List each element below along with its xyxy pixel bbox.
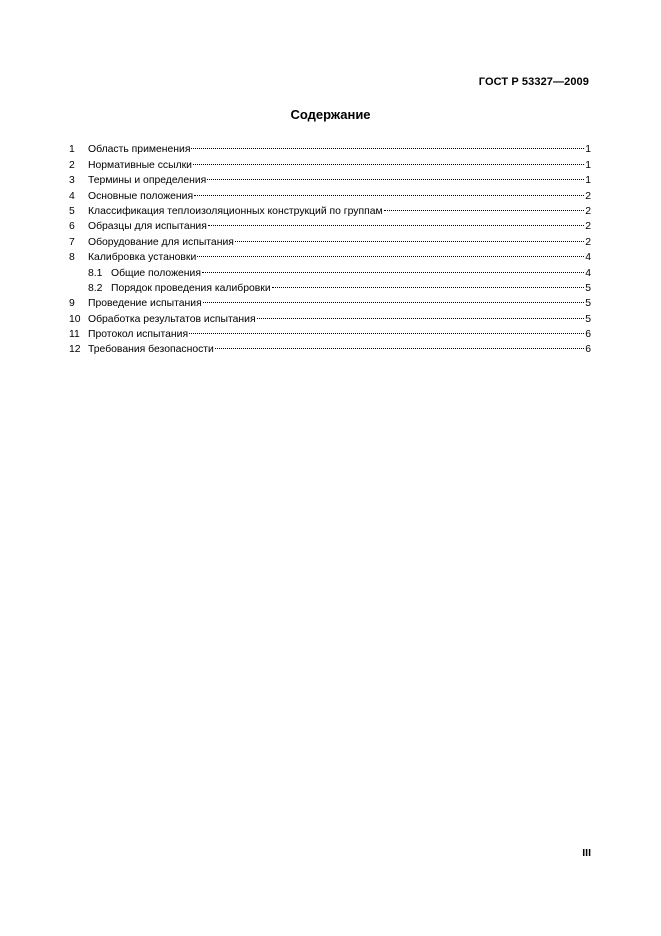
toc-entry-title: Требования безопасности [88, 344, 214, 356]
toc-entry-number: 8.2 [88, 282, 103, 294]
toc-entry-title: Область применения [88, 144, 191, 156]
toc-entry-number: 8 [69, 252, 75, 264]
toc-entry-title: Порядок проведения калибровки [111, 282, 271, 294]
toc-entry-number: 8.1 [88, 267, 103, 279]
toc-entry-number: 9 [69, 298, 75, 310]
toc-entry-page: 5 [585, 282, 591, 294]
toc-dot-leader [384, 199, 585, 214]
toc-entry-page: 6 [585, 329, 591, 341]
toc-entry-title: Образцы для испытания [88, 221, 207, 233]
toc-entry-number: 3 [69, 175, 75, 187]
toc-dot-leader [272, 276, 585, 291]
toc-entry-title: Классификация теплоизоляционных конструкций по группам [88, 205, 383, 217]
toc-entry-title: Общие положения [111, 267, 201, 279]
page-number: III [582, 847, 591, 859]
toc-dot-leader [189, 322, 584, 337]
toc-entry-page: 1 [585, 175, 591, 187]
toc-entry-page: 5 [585, 298, 591, 310]
document-code: ГОСТ Р 53327—2009 [478, 76, 589, 88]
toc-dot-leader [197, 245, 584, 260]
toc-entry-page: 2 [585, 190, 591, 202]
toc-heading: Содержание [290, 107, 371, 122]
toc-entry-title: Калибровка установки [88, 252, 197, 264]
toc-entry-number: 10 [69, 313, 81, 325]
toc-dot-leader [207, 168, 584, 183]
toc-dot-leader [202, 260, 584, 275]
toc-entry-page: 4 [585, 252, 591, 264]
table-of-contents [69, 137, 591, 356]
toc-entry-title: Проведение испытания [88, 298, 202, 310]
toc-entry-title: Обработка результатов испытания [88, 313, 256, 325]
toc-entry-number: 11 [69, 329, 80, 341]
toc-entry-page: 4 [585, 267, 591, 279]
toc-dot-leader [193, 152, 584, 167]
toc-entry-number: 6 [69, 221, 75, 233]
toc-dot-leader [215, 337, 584, 352]
toc-dot-leader [257, 306, 585, 321]
toc-entry-number: 7 [69, 236, 75, 248]
toc-entry-page: 5 [585, 313, 591, 325]
toc-entry-page: 6 [585, 344, 591, 356]
toc-entry-page: 1 [585, 144, 591, 156]
toc-entry-number: 1 [69, 144, 75, 156]
toc-entry-title: Основные положения [88, 190, 194, 202]
toc-entry-number: 2 [69, 159, 75, 171]
toc-entry-page: 2 [585, 221, 591, 233]
toc-entry-title: Нормативные ссылки [88, 159, 192, 171]
toc-dot-leader [194, 183, 584, 198]
toc-dot-leader [235, 229, 584, 244]
toc-dot-leader [203, 291, 585, 306]
toc-entry-title: Термины и определения [88, 175, 207, 187]
toc-entry-page: 2 [585, 205, 591, 217]
toc-entry-title: Оборудование для испытания [88, 236, 234, 248]
toc-entry[interactable] [69, 137, 591, 156]
toc-entry-number: 5 [69, 205, 75, 217]
toc-entry-number: 12 [69, 344, 81, 356]
toc-entry-title: Протокол испытания [88, 329, 189, 341]
toc-dot-leader [191, 137, 584, 152]
toc-entry-page: 1 [585, 159, 591, 171]
toc-entry-page: 2 [585, 236, 591, 248]
toc-entry-number: 4 [69, 190, 75, 202]
toc-dot-leader [208, 214, 584, 229]
